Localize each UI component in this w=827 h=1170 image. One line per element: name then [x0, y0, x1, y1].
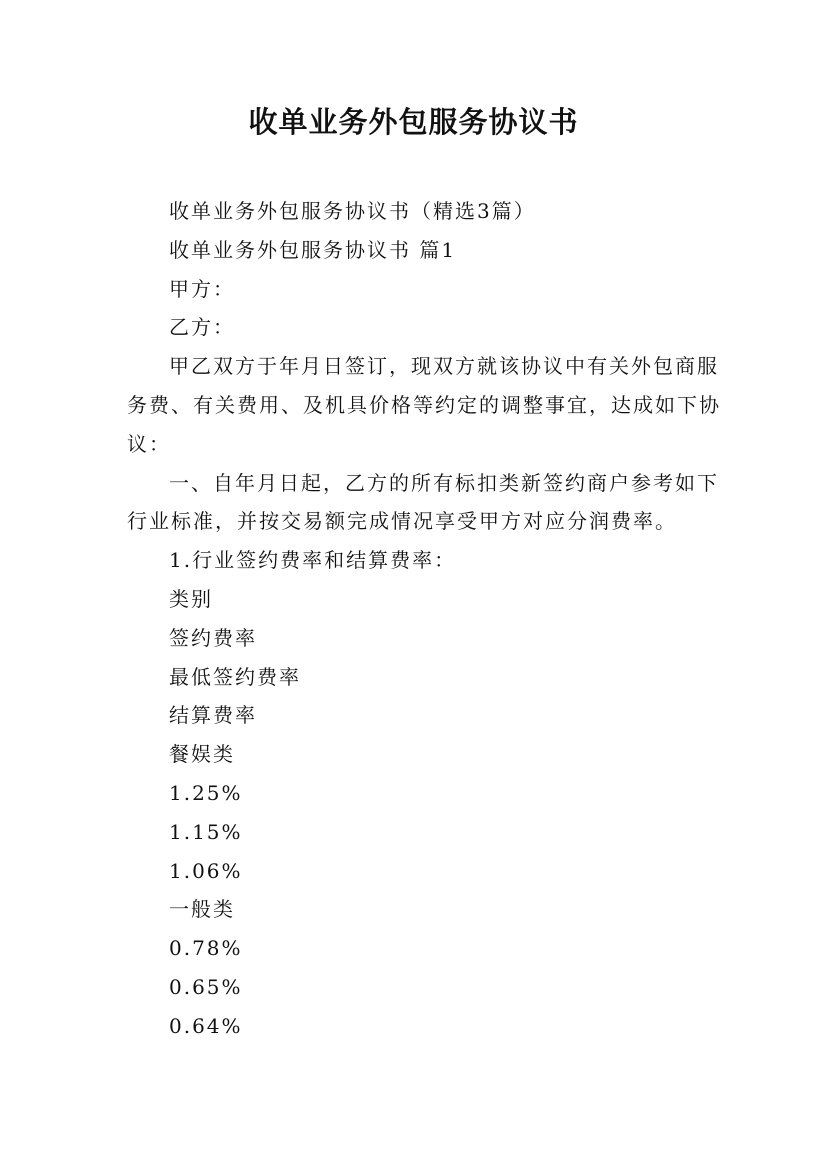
paragraph-clause-one: 一、自年月日起，乙方的所有标扣类新签约商户参考如下行业标准，并按交易额完成情况享受甲方对应分润费率。 — [127, 470, 719, 534]
table-cell-signing-rate: 0.78% — [169, 936, 243, 961]
table-cell-settlement-rate: 1.06% — [169, 858, 243, 883]
document-body — [127, 192, 727, 1046]
table-cell-signing-rate: 1.25% — [169, 780, 243, 805]
table-cell-min-signing-rate: 1.15% — [169, 819, 243, 844]
document-title: 收单业务外包服务协议书 — [248, 105, 579, 139]
table-cell-min-signing-rate: 0.65% — [169, 974, 243, 999]
table-cell-category: 一般类 — [169, 897, 235, 922]
table-cell-category: 餐娱类 — [169, 742, 235, 767]
table-header-signing-rate: 签约费率 — [169, 625, 257, 650]
paragraph-rates-heading: 1.行业签约费率和结算费率： — [169, 548, 457, 573]
paragraph-subtitle: 收单业务外包服务协议书（精选3篇） — [169, 199, 536, 223]
paragraph-section-heading: 收单业务外包服务协议书 篇1 — [169, 237, 457, 262]
table-header-settlement-rate: 结算费率 — [169, 703, 257, 728]
paragraph-party-a: 甲方： — [169, 276, 235, 301]
table-cell-settlement-rate: 0.64% — [169, 1013, 243, 1038]
paragraph-party-b: 乙方： — [169, 315, 235, 340]
table-header-category: 类别 — [169, 586, 213, 611]
table-header-min-signing-rate: 最低签约费率 — [169, 664, 301, 689]
paragraph-intro: 甲乙双方于年月日签订，现双方就该协议中有关外包商服务费、有关费用、及机具价格等约定的调整事宜，达成如下协议： — [127, 354, 721, 456]
